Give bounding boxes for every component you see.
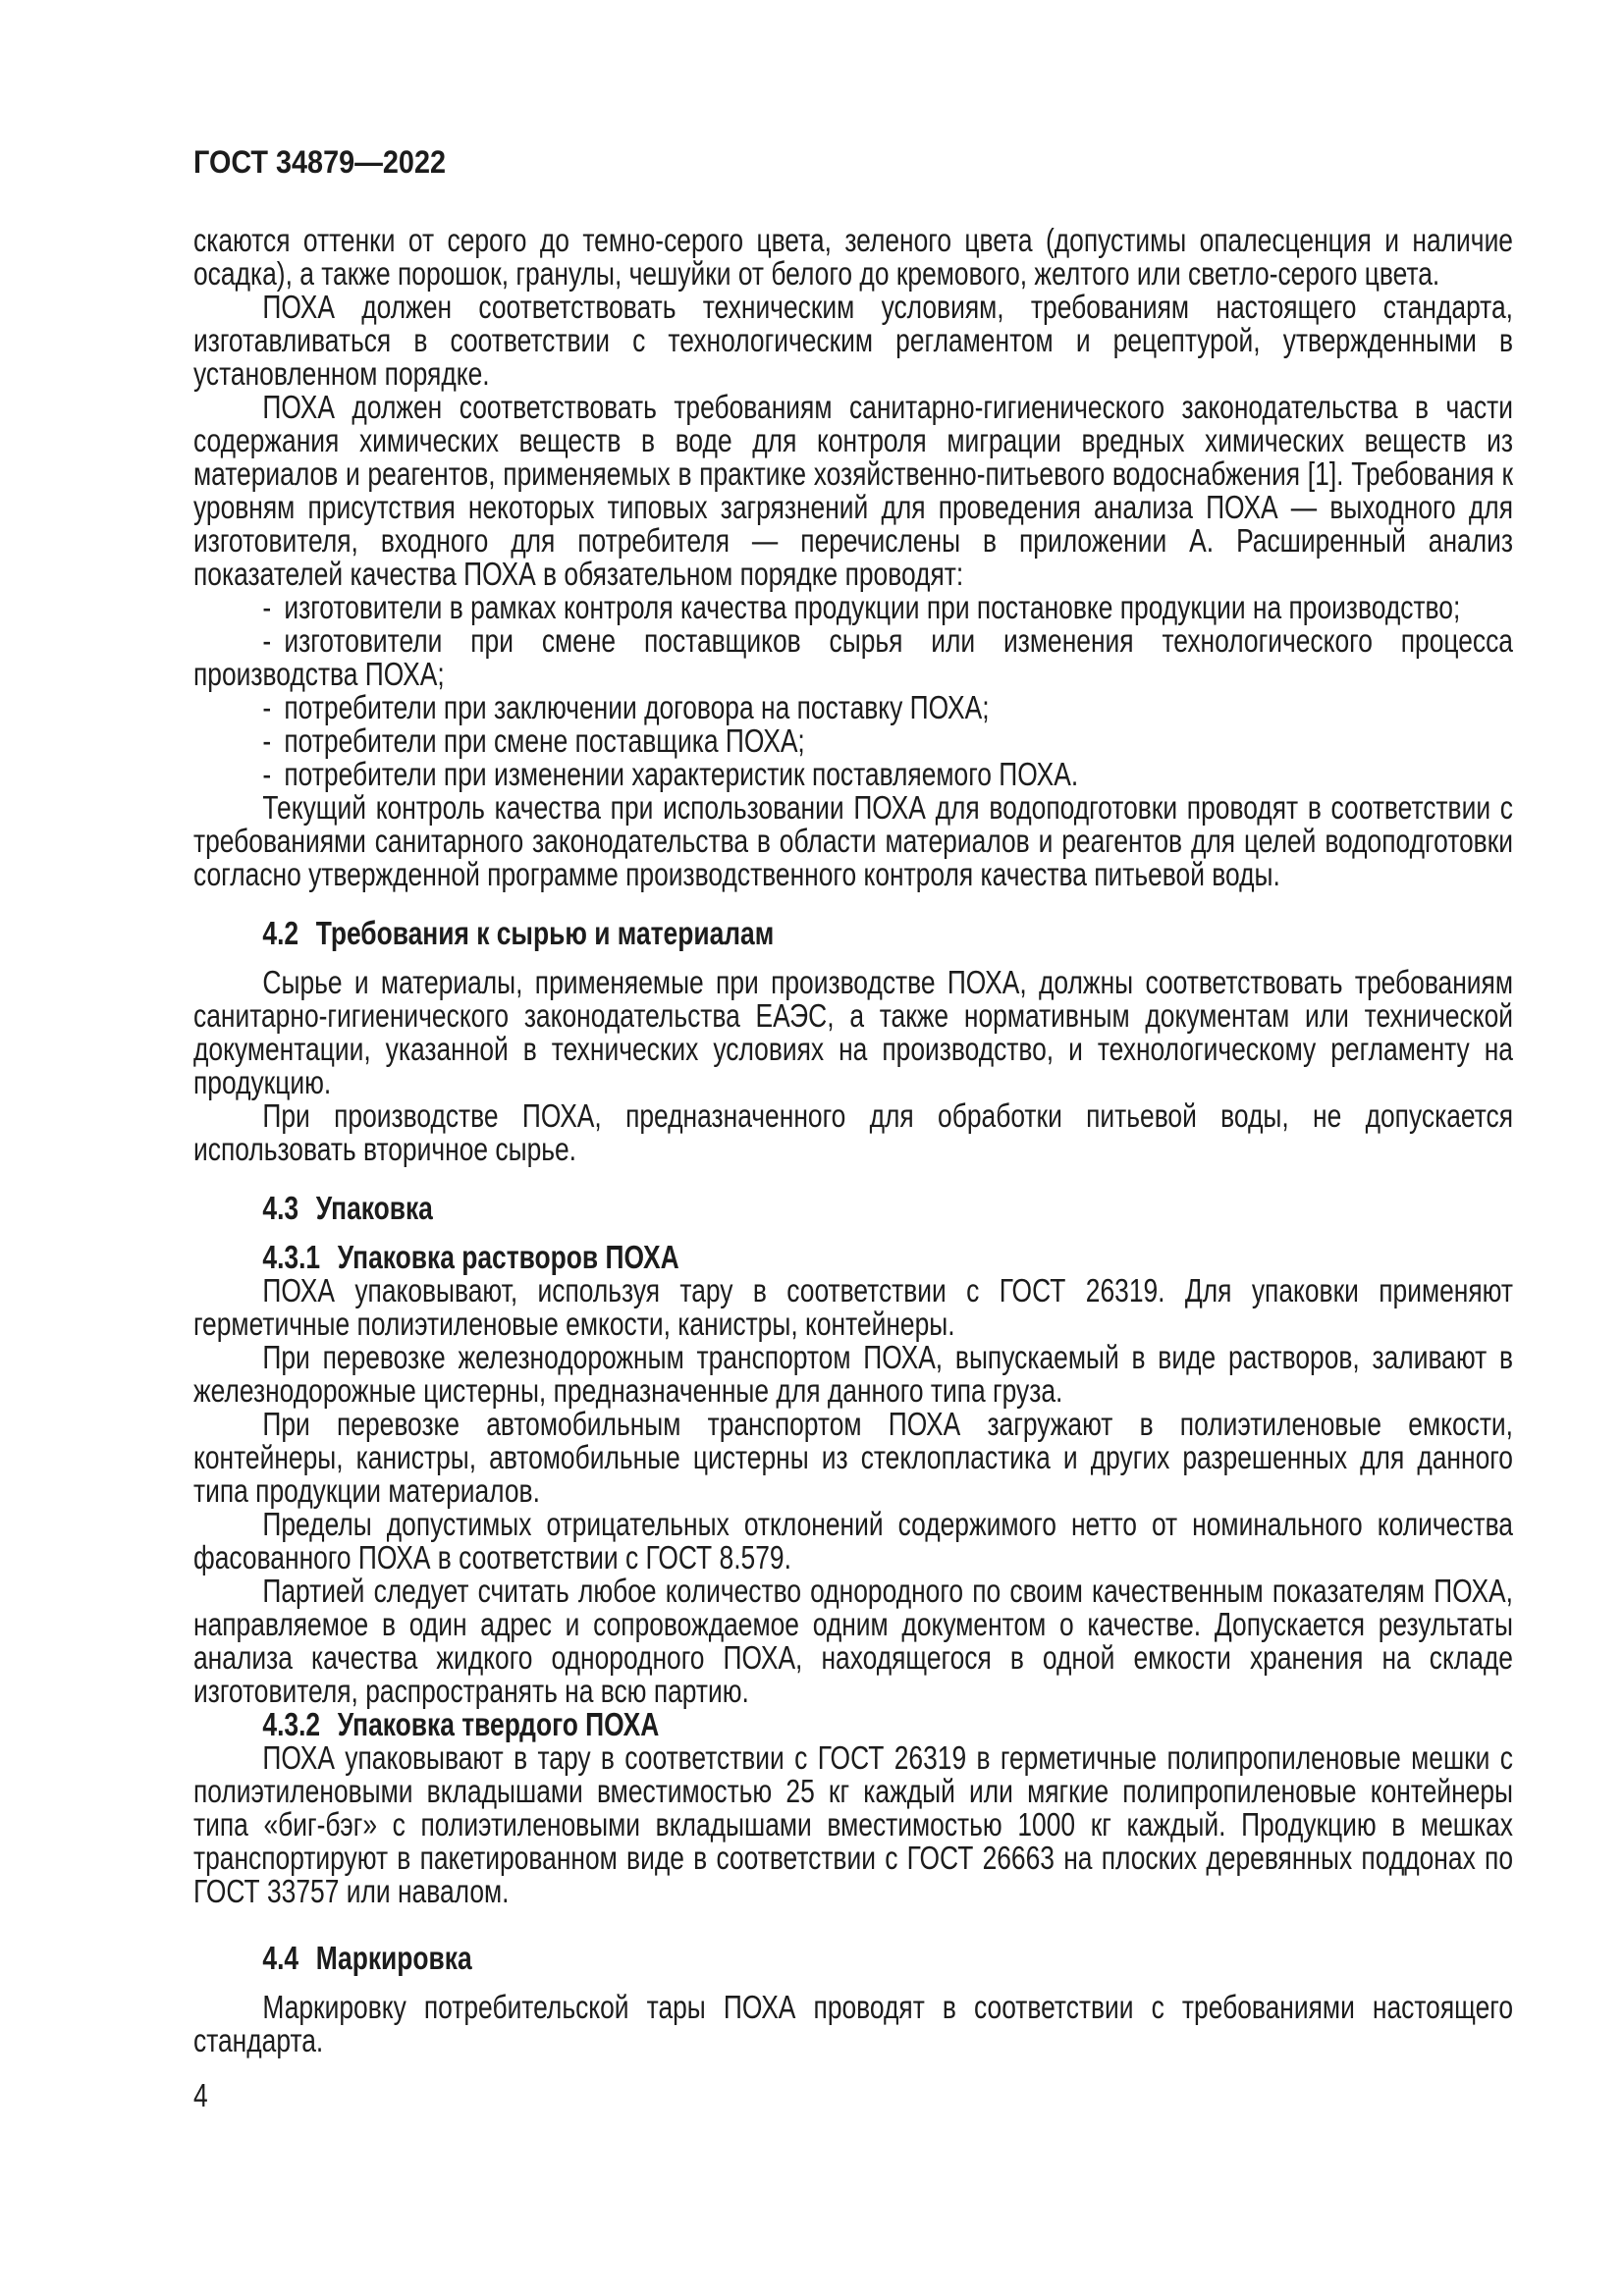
section-number: 4.3 <box>262 1190 299 1226</box>
paragraph: ПОХА должен соответствовать требованиям санитарно-гигиенического законодательства в части содержания химических веществ в воде для контроля миграции вредных химических веществ из материалов и реагентов, применяемых в практике хозяйственно-питьевого водоснабжения [1]. Требования к уровням присутствия некоторых типовых загрязнений для проведения анализа ПОХА — выходного для изготовителя, входного для потребителя — перечислены в приложении А. Расширенный анализ показателей качества ПОХА в обязательном порядке проводят: <box>193 389 1513 592</box>
paragraph: скаются оттенки от серого до темно-серого цвета, зеленого цвета (допустимы опалесценция и наличие осадка), а также порошок, гранулы, чешуйки от белого до кремового, желтого или светло-серого цвета. <box>193 222 1513 292</box>
list-item: - изготовители в рамках контроля качества продукции при постановке продукции на производство; <box>262 589 1461 625</box>
list-item: - потребители при изменении характеристик поставляемого ПОХА. <box>262 756 1079 792</box>
section-number: 4.4 <box>262 1940 299 1976</box>
section-heading <box>193 1241 1513 1274</box>
section-title: Маркировка <box>315 1940 472 1976</box>
list-item: - потребители при заключении договора на поставку ПОХА; <box>262 689 990 725</box>
section-title: Упаковка растворов ПОХА <box>337 1239 679 1275</box>
paragraph: Сырье и материалы, применяемые при производстве ПОХА, должны соответствовать требованиям санитарно-гигиенического законодательства ЕАЭС, а также нормативным документам или технической документации, указанной в технических условиях на производство, и технологическому регламенту на продукцию. <box>193 964 1513 1100</box>
document-content <box>193 224 1513 2112</box>
list-item: - изготовители при смене поставщиков сырья или изменения технологического процесса производства ПОХА; <box>193 622 1513 692</box>
paragraph: ПОХА должен соответствовать техническим условиям, требованиям настоящего стандарта, изготавливаться в соответствии с технологическим регламентом и рецептурой, утвержденными в установленном порядке. <box>193 289 1513 392</box>
section-heading <box>193 1942 1513 1975</box>
section-number: 4.2 <box>262 915 299 951</box>
section-title: Упаковка твердого ПОХА <box>337 1706 660 1742</box>
running-header: ГОСТ 34879—2022 <box>193 144 446 180</box>
section-heading <box>193 1708 1513 1741</box>
page-number: 4 <box>193 2077 208 2113</box>
section-title: Упаковка <box>315 1190 433 1226</box>
section-title: Требования к сырью и материалам <box>315 915 775 951</box>
section-heading <box>193 1192 1513 1225</box>
section-heading <box>193 917 1513 950</box>
paragraph: При производстве ПОХА, предназначенного для обработки питьевой воды, не допускается использовать вторичное сырье. <box>193 1097 1513 1167</box>
paragraph: При перевозке железнодорожным транспортом ПОХА, выпускаемый в виде растворов, заливают в железнодорожные цистерны, предназначенные для данного типа груза. <box>193 1339 1513 1409</box>
section-number: 4.3.2 <box>262 1706 321 1742</box>
paragraph: Пределы допустимых отрицательных отклонений содержимого нетто от номинального количества фасованного ПОХА в соответствии с ГОСТ 8.579. <box>193 1506 1513 1575</box>
paragraph: Текущий контроль качества при использовании ПОХА для водоподготовки проводят в соответствии с требованиями санитарного законодательства в области материалов и реагентов для целей водоподготовки согласно утвержденной программе производственного контроля качества питьевой воды. <box>193 789 1513 892</box>
paragraph: Партией следует считать любое количество однородного по своим качественным показателям ПОХА, направляемое в один адрес и сопровождаемое одним документом о качестве. Допускается результаты анализа качества жидкого однородного ПОХА, находящегося в одной емкости хранения на складе изготовителя, распространять на всю партию. <box>193 1573 1513 1709</box>
paragraph: При перевозке автомобильным транспортом ПОХА загружают в полиэтиленовые емкости, контейнеры, канистры, автомобильные цистерны из стеклопластика и других разрешенных для данного типа продукции материалов. <box>193 1406 1513 1509</box>
paragraph: ПОХА упаковывают в тару в соответствии с ГОСТ 26319 в герметичные полипропиленовые мешки с полиэтиленовыми вкладышами вместимостью 25 кг каждый или мягкие полипропиленовые контейнеры типа «биг-бэг» с полиэтиленовыми вкладышами вместимостью 1000 кг каждый. Продукцию в мешках транспортируют в пакетированном виде в соответствии с ГОСТ 26663 на плоских деревянных поддонах по ГОСТ 33757 или навалом. <box>193 1739 1513 1909</box>
section-number: 4.3.1 <box>262 1239 321 1275</box>
list-item: - потребители при смене поставщика ПОХА; <box>262 722 805 759</box>
paragraph: ПОХА упаковывают, используя тару в соответствии с ГОСТ 26319. Для упаковки применяют герметичные полиэтиленовые емкости, канистры, контейнеры. <box>193 1272 1513 1342</box>
paragraph: Маркировку потребительской тары ПОХА проводят в соответствии с требованиями настоящего стандарта. <box>193 1989 1513 2058</box>
